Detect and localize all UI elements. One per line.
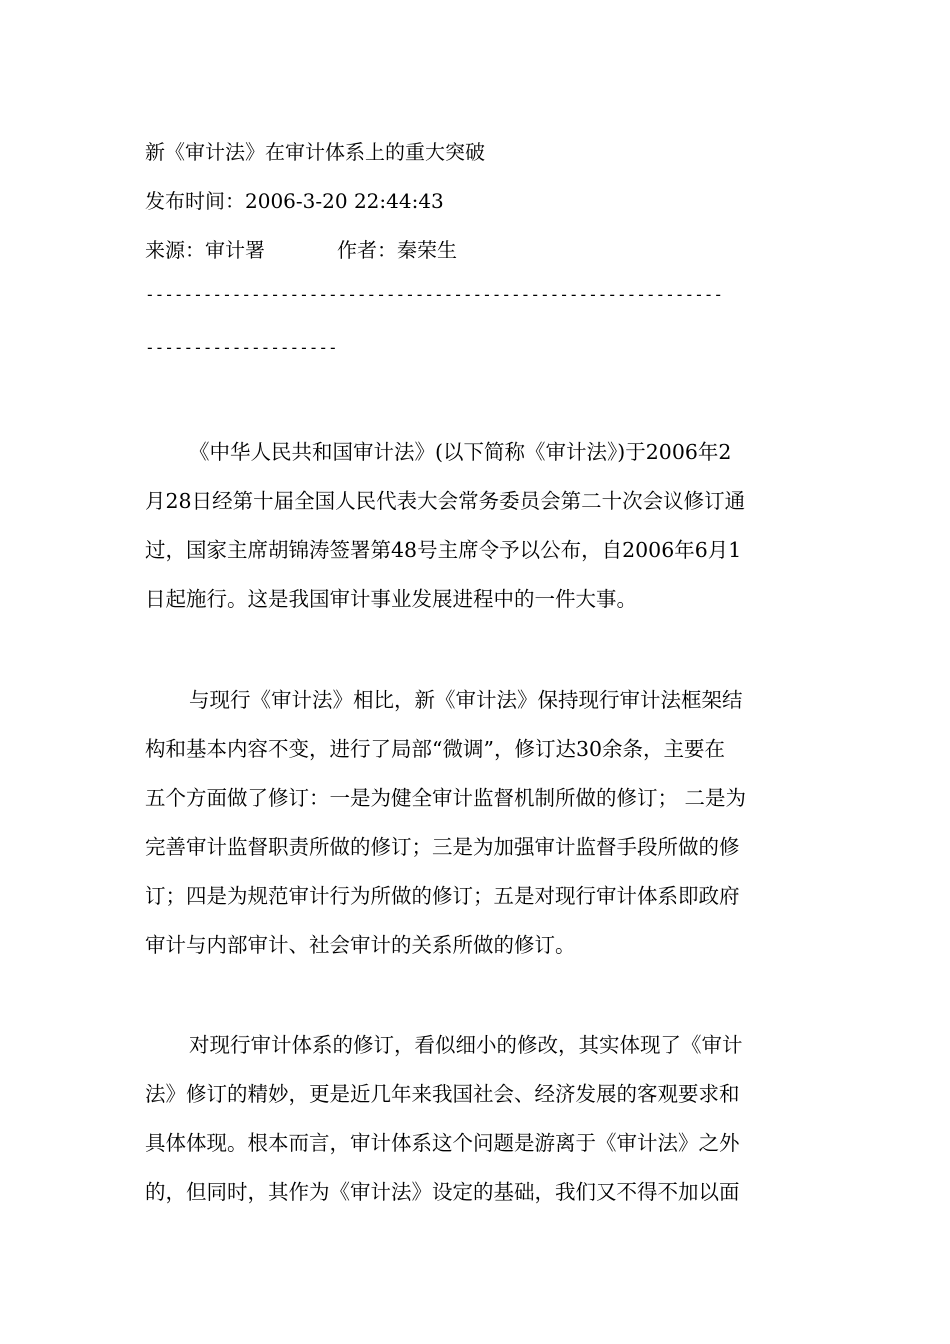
author-text: 作者：秦荣生 [337,238,457,262]
publish-time: 发布时间：2006-3-20 22:44:43 [145,189,444,213]
paragraph-line: 构和基本内容不变，进行了局部“微调”，修订达30余条，主要在 [145,737,726,761]
paragraph-1 [145,428,810,624]
article-title: 新《审计法》在审计体系上的重大突破 [145,140,485,164]
paragraph-line: 过，国家主席胡锦涛签署第48号主席令予以公布，自2006年6月1 [145,538,742,562]
divider-line: ------------------------------------------------------------ [145,285,723,304]
paragraph-line: 月28日经第十届全国人民代表大会常务委员会第二十次会议修订通 [145,489,746,513]
paragraph-line: 五个方面做了修订：一是为健全审计监督机制所做的修订； 二是为 [145,786,747,810]
paragraph-line: 法》修订的精妙，更是近几年来我国社会、经济发展的客观要求和 [145,1082,740,1106]
paragraph-line: 日起施行。这是我国审计事业发展进程中的一件大事。 [145,587,637,611]
divider-line-continuation: -------------------- [145,338,338,357]
source-author-line [145,236,457,264]
paragraph-3 [145,1021,810,1217]
paragraph-2 [145,676,810,970]
source-text: 来源：审计署 [145,238,265,262]
paragraph-line: 的，但同时，其作为《审计法》设定的基础，我们又不得不加以面 [145,1180,740,1204]
paragraph-line: 对现行审计体系的修订，看似细小的修改，其实体现了《审计 [189,1033,743,1057]
paragraph-line: 《中华人民共和国审计法》(以下简称《审计法》)于2006年2 [189,440,732,464]
paragraph-line: 与现行《审计法》相比，新《审计法》保持现行审计法框架结 [189,688,743,712]
paragraph-line: 完善审计监督职责所做的修订；三是为加强审计监督手段所做的修 [145,835,740,859]
paragraph-line: 具体体现。根本而言，审计体系这个问题是游离于《审计法》之外 [145,1131,740,1155]
paragraph-line: 订；四是为规范审计行为所做的修订；五是对现行审计体系即政府 [145,884,740,908]
paragraph-line: 审计与内部审计、社会审计的关系所做的修订。 [145,933,576,957]
